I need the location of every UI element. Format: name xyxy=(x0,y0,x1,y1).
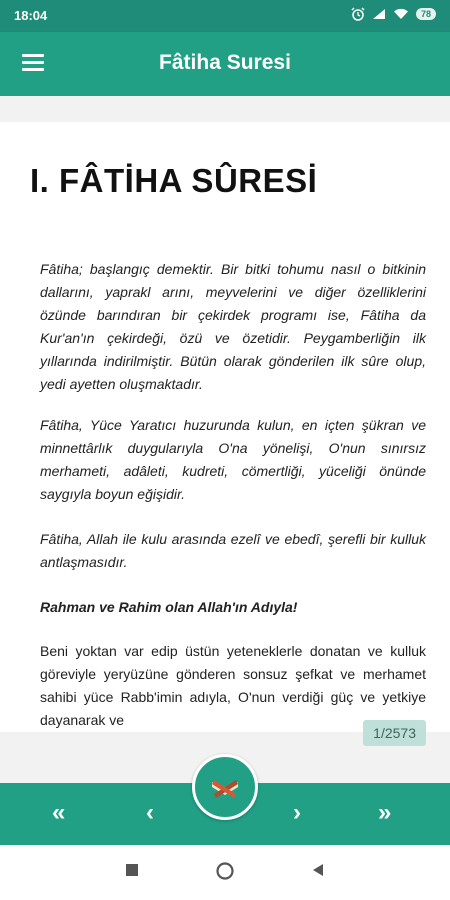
status-time: 18:04 xyxy=(14,8,48,23)
sure-title: I. FÂTİHA SÛRESİ xyxy=(30,162,318,199)
quran-book-button[interactable] xyxy=(192,754,258,820)
system-nav-bar xyxy=(0,845,450,900)
back-icon[interactable] xyxy=(310,862,326,878)
signal-icon xyxy=(372,8,386,20)
basmala-heading: Rahman ve Rahim olan Allah'ın Adıyla! xyxy=(40,599,298,615)
content-area[interactable] xyxy=(0,96,450,783)
quran-book-icon xyxy=(195,757,255,817)
app-bar xyxy=(0,32,450,96)
page xyxy=(0,122,450,732)
status-icons xyxy=(351,7,436,21)
wifi-icon xyxy=(393,8,409,20)
home-icon[interactable] xyxy=(215,861,235,881)
last-page-button[interactable]: » xyxy=(378,799,392,826)
paragraph-intro: Fâtiha; başlangıç demektir. Bir bitki tohumu nasıl o bitkinin dallarını, yaprakl arını, meyvelerini ve diğer özelliklerini özünde barındıran bir çekirdek programı ise, Fâtiha da Kur'an'ın çekirdeği, özü ve özetidir. Peygamberliğin ilk yıllarında indirilmiştir. Bütün olarak gönderilen ilk sûre olup, yedi ayetten oluşmaktadır. xyxy=(40,261,426,392)
next-page-button[interactable]: › xyxy=(293,799,301,826)
paragraph-covenant: Fâtiha, Allah ile kulu arasında ezelî ve ebedî, şerefli bir kulluk antlaşmasıdır. xyxy=(40,531,426,570)
recent-apps-icon[interactable] xyxy=(124,862,140,878)
status-bar xyxy=(0,0,450,32)
paragraph-fatiha-meaning: Fâtiha, Yüce Yaratıcı huzurunda kulun, en içten şükran ve minnettârlık duygularıyla O'na yönelişi, O'nun sınırsız merhameti, adâleti, kudreti, cömertliği, yüceliği önünde saygıyla boyun eğişidir. xyxy=(40,417,426,502)
previous-page-button[interactable]: ‹ xyxy=(146,799,154,826)
battery-icon: 78 xyxy=(416,8,436,20)
alarm-icon xyxy=(351,7,365,21)
app-title: Fâtiha Suresi xyxy=(159,51,291,74)
page-indicator: 1/2573 xyxy=(363,720,426,746)
first-page-button[interactable]: « xyxy=(52,799,66,826)
paragraph-verse: Beni yoktan var edip üstün yeteneklerle donatan ve kulluk göreviyle yeryüzüne gönderen sonsuz şefkat ve merhamet sahibi yüce Rabb'imin adıyla, O'nun verdiği güç ve yetkiye dayanarak ve xyxy=(40,643,426,728)
